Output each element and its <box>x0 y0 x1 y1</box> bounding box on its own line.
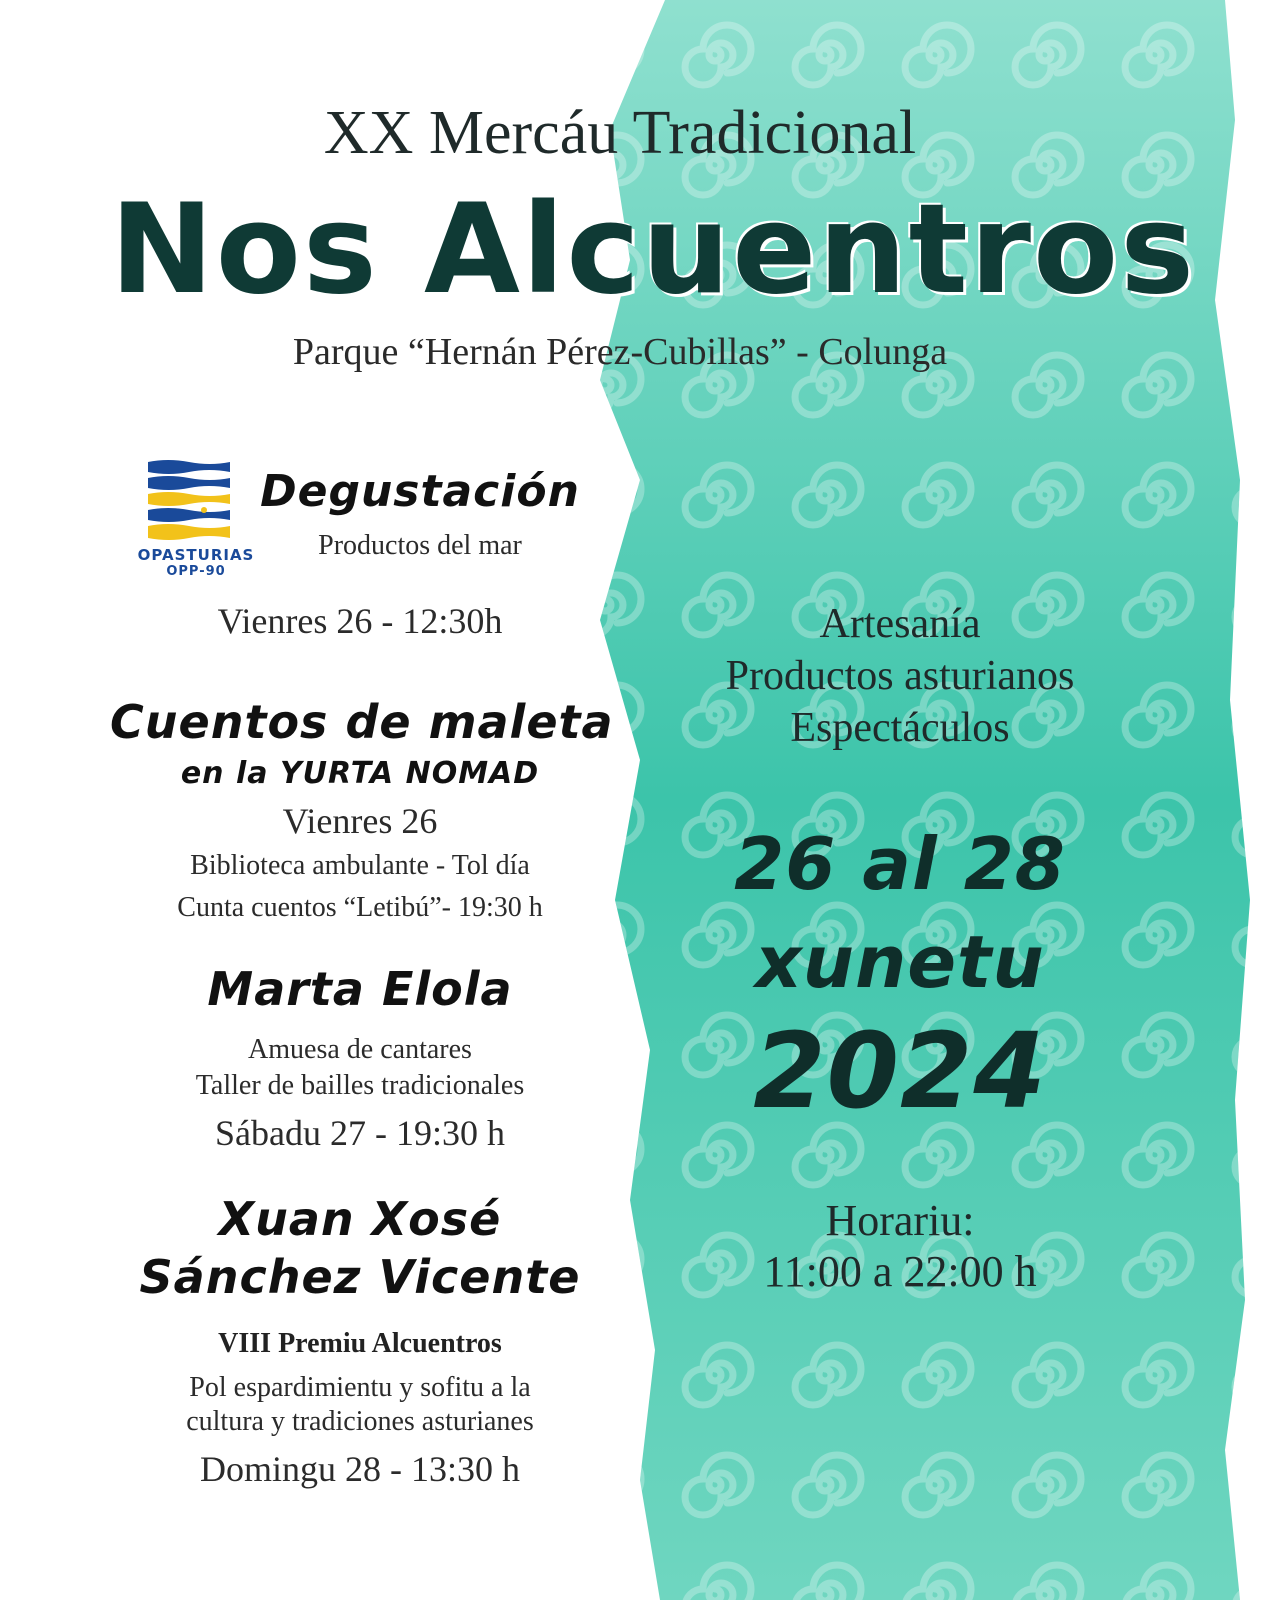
marta-time: Sábadu 27 - 19:30 h <box>215 1113 505 1153</box>
marta-line1: Amuesa de cantares <box>248 1034 472 1065</box>
date-range: 26 al 28 <box>734 822 1066 906</box>
degustacion-time: Vienres 26 - 12:30h <box>217 601 503 641</box>
xuan-line1: Pol espardimientu y sofitu a la <box>189 1372 531 1403</box>
opasturias-logo <box>136 458 256 579</box>
opasturias-waves-logo-icon <box>148 458 230 546</box>
feature-productos: Productos asturianos <box>725 653 1075 699</box>
cuentos-day: Vienres 26 <box>282 801 438 841</box>
date-year: 2024 <box>753 1010 1047 1132</box>
marta-title: Marta Elola <box>207 962 513 1016</box>
xuan-line2: cultura y tradiciones asturianes <box>186 1406 534 1437</box>
degustacion-description: Productos del mar <box>318 530 522 561</box>
degustacion-title: Degustación <box>260 466 580 517</box>
cuentos-line1: Biblioteca ambulante - Tol día <box>190 850 530 881</box>
xuan-time: Domingu 28 - 13:30 h <box>200 1449 520 1489</box>
marta-line2: Taller de bailles tradicionales <box>195 1070 525 1101</box>
feature-artesania: Artesanía <box>819 601 981 647</box>
logo-code: OPP-90 <box>166 564 226 579</box>
logo-name: OPASTURIAS <box>137 546 255 564</box>
cuentos-subtitle: en la YURTA NOMAD <box>180 756 540 791</box>
hours-label: Horariu: <box>825 1196 975 1245</box>
xuan-title-line1: Xuan Xosé <box>218 1192 502 1246</box>
cuentos-line2: Cunta cuentos “Letibú”- 19:30 h <box>177 892 543 923</box>
event-title: Nos Alcuentros <box>110 178 1196 322</box>
xuan-award: VIII Premiu Alcuentros <box>218 1328 502 1359</box>
feature-espectaculos: Espectáculos <box>790 705 1010 751</box>
date-month: xunetu <box>755 920 1045 1004</box>
event-venue: Parque “Hernán Pérez-Cubillas” - Colunga <box>292 331 948 373</box>
event-subtitle: XX Mercáu Tradicional <box>323 99 917 167</box>
cuentos-title: Cuentos de maleta <box>110 695 614 749</box>
hours-value: 11:00 a 22:00 h <box>763 1247 1037 1296</box>
xuan-title-line2: Sánchez Vicente <box>139 1250 581 1304</box>
